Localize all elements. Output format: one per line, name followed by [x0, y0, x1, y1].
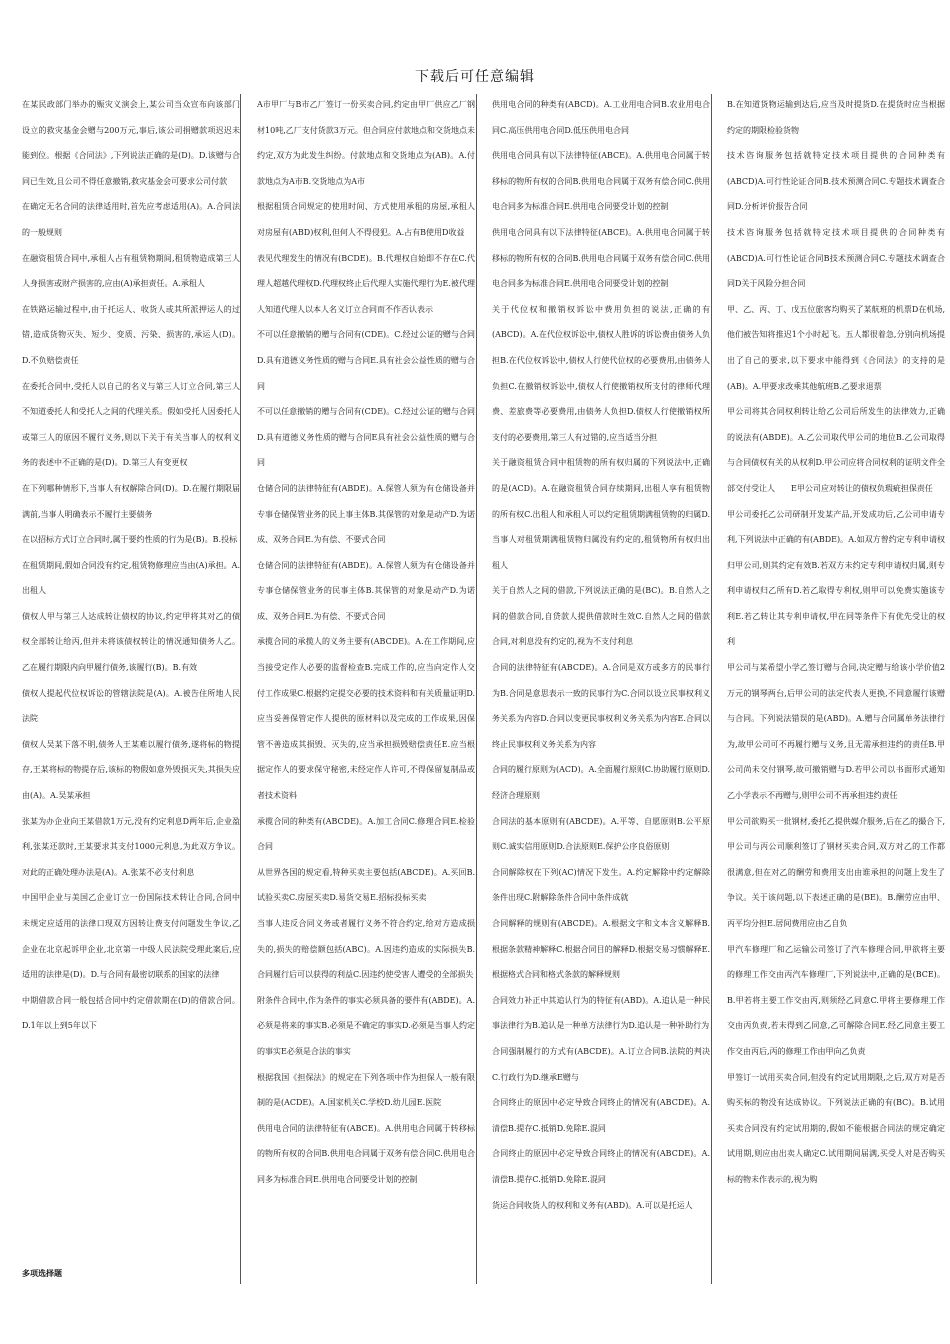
question-item: 不可以任意撤销的赠与合同有(CDE)。C.经过公证的赠与合同D.具有道德义务性质的赠与合同E.具有社会公益性质的赠与合同 — [257, 330, 475, 391]
question-item: 附条件合同中,作为条件的事实必须具备的要件有(ABDE)。A.必须是将来的事实B.必须是不确定的事实D.必须是当事人约定的事实E必须是合法的事实 — [257, 995, 475, 1056]
question-item: 承揽合同的种类有(ABCDE)。A.加工合同C.修理合同E.检验合同 — [257, 816, 475, 852]
question-item: 从世界各国的规定看,特种买卖主要包括(ABCDE)。A.买回B.试验买卖C.房屋买卖D.易货交易E.招标投标买卖 — [257, 867, 475, 903]
question-item: 甲汽车修理厂和乙运输公司签订了汽车修理合同,甲欲将主要的修理工作交由丙汽车修理厂,下列说法中,正确的是(BCE)。B.甲若将主要工作交由丙,则须经乙同意C.甲将主要修理工作交由丙负责,若未得到乙同意,乙可解除合同E.经乙同意主要工作交由丙后,丙的修理工作由甲向乙负责 — [727, 944, 945, 1056]
question-item: 在以招标方式订立合同时,属于要约性质的行为是(B)。B.投标 — [22, 535, 238, 545]
question-item: 甲公司与某希望小学乙签订赠与合同,决定赠与给该小学价值2万元的钢琴两台,后甲公司的法定代表人更换,不同意履行该赠与合同。下列说法错误的是(ABD)。A.赠与合同属单务法律行为,故甲公司可不再履行赠与义务,且无需承担违约的责任B.甲公司尚未交付钢琴,故可撤销赠与D.若甲公司以书面形式通知乙小学表示不再赠与,则甲公司不再承担违约责任 — [727, 663, 945, 801]
question-item: 根据租赁合同规定的使用时间、方式使用承租的房屋,承租人对房屋有(ABD)权利,但何人不得侵犯。A.占有B使用D收益 — [257, 202, 475, 237]
column-4 — [727, 92, 945, 1193]
column-2 — [257, 92, 475, 1193]
question-item: 在确定无名合同的法律适用时,首先应考虑适用(A)。A.合同法的一般规则 — [22, 202, 240, 237]
question-item: 技术咨询服务包括就特定技术项目提供的合同种类有(ABCD)A.可行性论证合同B.技术预测合同C.专题技术调查合同D.分析评价报告合同 — [727, 151, 945, 212]
question-item: 表见代理发生的情况有(BCDE)。B.代理权自始即不存在C.代理人超越代理权D.代理权终止后代理人实施代理行为E.被代理人知道代理人以本人名义订立合同而不作否认表示 — [257, 253, 475, 314]
question-item: 在某民政部门举办的赈灾义演会上,某公司当众宣布向该部门设立的救灾基金会赠与200万元,事后,该公司捐赠款项迟迟未能到位。根据《合同法》,下列说法正确的是(D)。D.该赠与合同已生效,且公司不得任意撤销,救灾基金会可要求公司付款 — [22, 100, 240, 186]
question-item: 当事人违反合同义务或者履行义务不符合约定,给对方造成损失的,损失的赔偿额包括(ABC)。A.因违约造成的实际损失B.合同履行后可以获得的利益C.因违约使受害人遭受的全部损失 — [257, 919, 475, 980]
question-item: 在委托合同中,受托人以自己的名义与第三人订立合同,第三人不知道委托人和受托人之间的代理关系。假如受托人因委托人或第三人的原因不履行义务,则以下关于有关当事人的权利义务的表述中不正确的是(D)。D.第三人有变更权 — [22, 381, 240, 468]
column-divider — [240, 94, 241, 1284]
question-item: 合同效力补正中其追认行为的特征有(ABD)。A.追认是一种民事法律行为B.追认是一种单方法律行为D.追认是一种补助行为 — [492, 995, 710, 1031]
question-item: 在下列哪种情形下,当事人有权解除合同(D)。D.在履行期限届满前,当事人明确表示不履行主要债务 — [22, 483, 240, 519]
column-3 — [492, 92, 710, 1218]
question-item: 甲公司委托乙公司研制开发某产品,开发成功后,乙公司申请专利,下列说法中正确的有(ABDE)。A.如双方曾约定专利申请权归甲公司,则其约定有效B.若双方未约定专利申请权归属,则专利申请权归乙所有D.若乙取得专利权,则甲可以免费实施该专利E.若乙转让其专利申请权,甲在同等条件下有优先受让的权利 — [727, 509, 945, 647]
question-item: A市甲厂与B市乙厂签订一份买卖合同,约定由甲厂供应乙厂钢材10吨,乙厂支付货款3万元。但合同应付款地点和交货地点未约定,双方为此发生纠纷。付款地点和交货地点为(AB)。A.付款地点为A市B.交货地点为A市 — [257, 100, 475, 186]
column-divider — [476, 94, 477, 1284]
question-item: 承揽合同的承揽人的义务主要有(ABCDE)。A.在工作期间,应当接受定作人必要的监督检查B.完成工作的,应当向定作人交付工作成果C.根据约定提交必要的技术资料和有关质量证明D.应当妥善保管定作人提供的原材料以及完成的工作成果,因保管不善造成其损毁、灭失的,应当承担损毁赔偿责任E.应当根据定作人的要求保守秘密,未经定作人许可,不得保留复制品或者技术资料 — [257, 637, 475, 801]
question-item: 在融资租赁合同中,承租人占有租赁物期间,租赁物造成第三人人身损害或财产损害的,应由(A)承担责任。A.承租人 — [22, 253, 240, 289]
question-item: 债权人吴某下落不明,债务人王某难以履行债务,遂将标的物提存,王某将标的物提存后,该标的物假如意外毁损灭失,其损失应由(A)。A.吴某承担 — [22, 739, 240, 801]
question-item: 张某为办企业向王某借款1万元,没有约定利息D两年后,企业盈利,张某还款时,王某要求其支付1000元利息,为此双方争议。对此的正确处理办法是(A)。A.张某不必支付利息 — [22, 816, 240, 877]
question-item: 合同的履行原则为(ACD)。A.全面履行原则C.协助履行原则D.经济合理原则 — [492, 765, 710, 801]
column-divider — [711, 94, 712, 1284]
question-item: 甲公司将其合同权利转让给乙公司后所发生的法律效力,正确的说法有(ABDE)。A.乙公司取代甲公司的地位B.乙公司取得与合同债权有关的从权利D.甲公司应将合同权利的证明文件全部交付受让人 E甲公司应对转让的债权负瑕疵担保责任 — [727, 407, 945, 493]
question-item: 关于融资租赁合同中租赁物的所有权归属的下列说法中,正确的是(ACD)。A.在融资租赁合同存续期间,出租人享有租赁物的所有权C.出租人和承租人可以约定租赁期满租赁物的归属D.当事人对租赁期满租赁物归属没有约定的,租赁物所有权归出租人 — [492, 458, 710, 570]
question-item: 供用电合同具有以下法律特征(ABCE)。A.供用电合同属于转移标的物所有权的合同B.供用电合同属于双务有偿合同C.供用电合同多为标准合同E.供用电合同要受计划的控制 — [492, 151, 710, 212]
question-item: 仓储合同的法律特征有(ABDE)。A.保管人须为有仓储设备并专事仓储保管业务的民上事主体B.其保管的对象是动产D.为诺成、双务合同E.为有偿、不要式合同 — [257, 483, 475, 545]
question-item: 供用电合同的种类有(ABCD)。A.工业用电合同B.农业用电合同C.高压供用电合同D.低压供用电合同 — [492, 100, 710, 135]
question-item: 合同的法律特征有(ABCDE)。A.合同是双方或多方的民事行为B.合同是意思表示一致的民事行为C.合同以设立民事权利义务关系为内容D.合同以变更民事权利义务关系为内容E.合同以终止民事权利义务关系为内容 — [492, 663, 710, 749]
page-title: 下载后可任意编辑 — [415, 69, 535, 85]
question-item: B.在知道货物运输到达后,应当及时提货D.在提货时应当根据约定的期限检验货物 — [727, 100, 945, 135]
question-item: 根据我国《担保法》的规定在下列各项中作为担保人一般有限制的是(ACDE)。A.国家机关C.学校D.幼儿园E.医院 — [257, 1072, 475, 1108]
question-item: 合同终止的原因中必定导致合同终止的情况有(ABCDE)。A.清偿B.提存C.抵销D.免除E.混同 — [492, 1098, 710, 1133]
question-item: 仓储合同的法律特征有(ABDE)。A.保管人须为有仓储设备并专事仓储保管业务的民事主体B.其保管的对象是动产D.为诺成、双务合同E.为有偿、不要式合同 — [257, 560, 475, 621]
question-item: 中国甲企业与美国乙企业订立一份国际技术转让合同,合同中未规定应适用的法律口现双方因转让费支付问题发生争议,乙企业在北京起诉甲企业,北京第一中级人民法院受理此案后,应适用的法律是(D)。D.与合同有最密切联系的国家的法律 — [22, 893, 240, 980]
question-item: 供用电合同具有以下法律特征(ABCE)。A.供用电合同属于转移标的物所有权的合同B.供用电合同属于双务有偿合同C.供用电合同多为标准合同E.供用电合同要受计划的控制 — [492, 227, 710, 289]
question-item: 合同解释的规则有(ABCDE)。A.根据文字和文本含义解释B.根据条款精神解释C.根据合同目的解释D.根据交易习惯解释E.根据格式合同和格式条款的解释规则 — [492, 919, 710, 980]
question-item: 合同终止的原因中必定导致合同终止的情况有(ABCDE)。A.清偿B.提存C.抵销D.免除E.混同 — [492, 1149, 710, 1184]
question-item: 在铁路运输过程中,由于托运人、收货人或其所派押运人的过错,造成货物灭失、短少、变质、污染、损害的,承运人(D)。D.不负赔偿责任 — [22, 304, 240, 365]
column-1 — [22, 92, 240, 1039]
question-item: 合同强制履行的方式有(ABCDE)。A.订立合同B.法院的判决C.行政行为D.继承E赠与 — [492, 1046, 710, 1082]
question-item: 关于自然人之间的借款,下列说法正确的是(BC)。B.自然人之间的借款合同,自贷款人提供借款时生效C.自然人之间的借款合同,对利息没有约定的,视为不支付利息 — [492, 586, 710, 647]
question-item: 中期借款合同一般包括合同中约定借款期在(D)的借款合同。D.1年以上到5年以下 — [22, 995, 240, 1031]
question-item: 债权人甲与第三人达成转让债权的协议,约定甲将其对乙的债权全部转让给丙,但并未将该债权转让的情况通知债务人乙。乙在履行期限内向甲履行债务,该履行(B)。B.有效 — [22, 611, 240, 673]
question-item: 供用电合同的法律特征有(ABCE)。A.供用电合同属于转移标的物所有权的合同B.供用电合同属于双务有偿合同C.供用电合同多为标准合同E.供用电合同要受计划的控制 — [257, 1123, 475, 1184]
section-label: 多项选择题 — [22, 1268, 62, 1278]
question-item: 甲公司欲购买一批钢材,委托乙提供媒介服务,后在乙的撮合下,甲公司与丙公司顺利签订了钢材买卖合同,双方对乙的工作都很满意,但在对乙的酬劳和费用支出由谁承担的问题上发生了争议。关于该问题,以下表述正确的是(BE)。B.酬劳应由甲、丙平均分担E.居间费用应由乙自负 — [727, 816, 945, 928]
question-item: 债权人提起代位权诉讼的管辖法院是(A)。A.被告住所地人民法院 — [22, 688, 240, 724]
question-item: 合同解除权在下列(AC)情况下发生。A.约定解除中约定解除条件出现C.附解除条件合同中条件成就 — [492, 867, 710, 903]
question-item: 技术咨询服务包括就特定技术项目提供的合同种类有(ABCD)A.可行性论证合同B技术预测合同C.专题技术调查合同D关于风险分担合同 — [727, 227, 945, 289]
question-item: 货运合同收货人的权利和义务有(ABD)。A.可以是托运人 — [492, 1200, 693, 1210]
question-item: 在租赁期间,假如合同没有约定,租赁物修理应当由(A)承担。A.出租人 — [22, 560, 240, 596]
question-item: 甲、乙、丙、丁、戊五位旅客均购买了某航班的机票D在机场,他们被告知将推迟1个小时起飞。五人都很着急,分别向机场提出了自己的要求,以下要求中能得到《合同法》的支持的是(AB)。A.甲要求改乘其他航班B.乙要求退票 — [727, 304, 945, 391]
question-item: 关于代位权和撤销权诉讼中费用负担的说法,正确的有(ABCD)。A.在代位权诉讼中,债权人胜诉的诉讼费由债务人负担B.在代位权诉讼中,债权人行使代位权的必要费用,由债务人负担C.在撤销权诉讼中,债权人行使撤销权所支付的律师代理费、差旅费等必要费用,由债务人负担D.债权人行使撤销权所支付的必要费用,第三人有过错的,应当适当分担 — [492, 304, 710, 442]
question-item: 不可以任意撤销的赠与合同有(CDE)。C.经过公证的赠与合同D.具有道德义务性质的赠与合同E具有社会公益性质的赠与合同 — [257, 407, 475, 468]
question-item: 甲签订一试用买卖合同,但没有约定试用期限,之后,双方对是否购买标的物没有达成协议。下列说法正确的有(BC)。B.试用买卖合同没有约定试用期的,假如不能根据合同法的规定确定试用期,则应由出卖人确定C.试用期间届满,买受人对是否购买标的物未作表示的,视为购 — [727, 1072, 945, 1184]
question-item: 合同法的基本原则有(ABCDE)。A.平等、自愿原则B.公平原则C.诚实信用原则D.合法原则E.保护公序良俗原则 — [492, 816, 710, 852]
